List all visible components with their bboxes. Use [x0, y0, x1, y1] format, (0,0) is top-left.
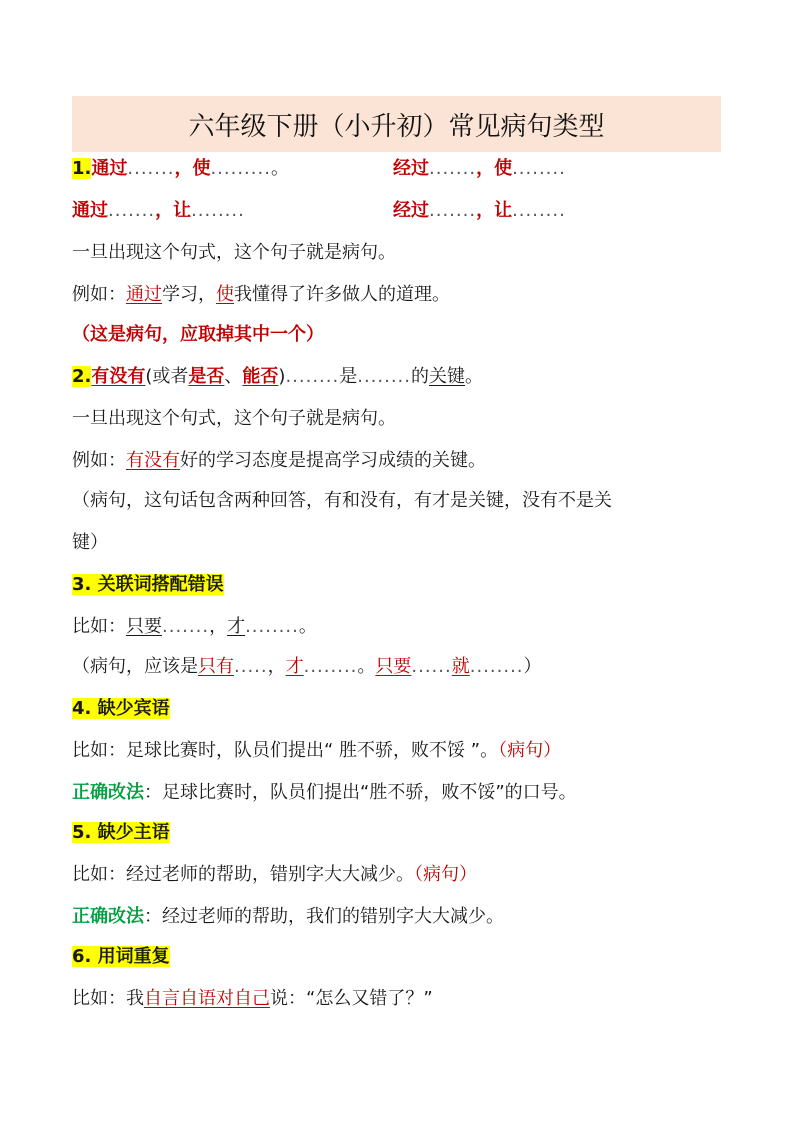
s1-word: 通过: [72, 200, 108, 221]
s1-dots: .......: [429, 200, 477, 221]
s1-dots: .........: [210, 158, 271, 179]
s1-pattern-line-1b: [393, 156, 566, 182]
s1-note: （这是病句，应取掉其中一个）: [72, 324, 324, 345]
s1-dots: ........: [191, 200, 245, 221]
underlined-word: 只要: [126, 616, 162, 637]
s1-dots: ........: [512, 158, 566, 179]
title-banner: [72, 96, 721, 152]
note-text: （病句，应该是: [72, 656, 198, 677]
s4-heading: 4. 缺少宾语: [72, 698, 170, 719]
s1-pattern-line-2: [72, 198, 245, 224]
s1-dots: ........: [512, 200, 566, 221]
example-text: 比如：我: [72, 988, 144, 1009]
highlighted-word: 自言自语对自己: [144, 988, 270, 1009]
pattern-text: 。: [465, 366, 483, 387]
fix-text: ：经过老师的帮助，我们的错别字大大减少。: [144, 906, 504, 927]
period: 。: [357, 656, 376, 677]
sick-sentence-tag: （病句）: [498, 740, 562, 761]
comma: ，: [267, 656, 286, 677]
s2-rule: 一旦出现这个句式，这个句子就是病句。: [72, 408, 396, 429]
underlined-word: 关键: [429, 366, 465, 387]
fix-text: ：足球比赛时，队员们提出“胜不骄，败不馁”的口号。: [144, 782, 577, 803]
example-text: 学习，: [162, 284, 216, 305]
s1-comma: ，: [155, 200, 174, 221]
s3-dots: .......: [162, 616, 210, 637]
highlighted-word: 有没有: [91, 366, 146, 387]
pattern-text: ): [278, 366, 286, 387]
s2-note-line-1: （病句，这句话包含两种回答，有和没有，有才是关键，没有不是关: [72, 490, 612, 511]
highlighted-word: 只要: [375, 656, 412, 677]
s1-word: 让: [494, 200, 513, 221]
s4-heading-line: [72, 696, 170, 722]
pattern-text: (或者: [145, 366, 189, 387]
s2-example: [72, 448, 486, 474]
pattern-text: 的: [411, 366, 429, 387]
s1-dots: .......: [127, 158, 175, 179]
s5-example: [72, 862, 477, 888]
s1-pattern-line-2b: [393, 198, 566, 224]
s2-dots: ........: [357, 366, 411, 387]
highlighted-word: 才: [285, 656, 304, 677]
s2-note-line-2: 键）: [72, 532, 108, 553]
s2-pattern: [72, 364, 483, 390]
s5-heading-line: [72, 820, 170, 846]
highlighted-word: 有没有: [126, 450, 180, 471]
s4-fix: [72, 780, 577, 806]
highlighted-word: 通过: [126, 284, 162, 305]
page-title: 六年级下册（小升初）常见病句类型: [188, 111, 605, 142]
example-text: 比如：经过老师的帮助，错别字大大减少。: [72, 864, 414, 885]
s3-dots: .....: [234, 656, 268, 677]
s3-dots: ........: [245, 616, 299, 637]
s1-comma: ，: [174, 158, 193, 179]
s1-rule: 一旦出现这个句式，这个句子就是病句。: [72, 242, 396, 263]
s1-word: 经过: [393, 200, 429, 221]
s1-number: 1.: [72, 158, 92, 179]
s3-heading-line: [72, 572, 224, 598]
highlighted-word: 使: [216, 284, 234, 305]
s3-heading: 3. 关联词搭配错误: [72, 574, 224, 595]
s2-number: 2.: [72, 366, 92, 387]
comma: ，: [209, 616, 228, 637]
pattern-text: 是: [339, 366, 358, 387]
s2-dots: ........: [285, 366, 340, 387]
s3-note: [72, 654, 542, 680]
example-text: 我懂得了许多做人的道理。: [234, 284, 450, 305]
s1-comma: ，: [476, 158, 495, 179]
sick-sentence-tag: （病句）: [414, 864, 477, 885]
s1-word: 使: [494, 158, 513, 179]
s1-comma: ，: [476, 200, 495, 221]
highlighted-word: 就: [451, 656, 470, 677]
s6-example: [72, 986, 433, 1012]
example-text: 说：“怎么又错了？”: [270, 988, 433, 1009]
s1-word: 使: [192, 158, 211, 179]
s5-fix: [72, 904, 504, 930]
period: 。: [298, 616, 317, 637]
s1-word: 让: [173, 200, 192, 221]
s4-example: [72, 738, 561, 764]
s6-heading-line: [72, 944, 170, 970]
example-text: 比如：足球比赛时，队员们提出“ 胜不骄，败不馁 ”。: [72, 740, 499, 761]
s1-dots: .......: [429, 158, 477, 179]
s3-dots: ........: [469, 656, 524, 677]
s1-example: [72, 282, 450, 308]
underlined-word: 才: [227, 616, 246, 637]
s3-dots: ......: [411, 656, 452, 677]
s1-word: 通过: [91, 158, 128, 179]
fix-label: 正确改法: [72, 906, 144, 927]
example-label: 比如：: [72, 616, 126, 637]
s1-pattern-line-1: [72, 156, 289, 182]
s3-example: [72, 614, 317, 640]
fix-label: 正确改法: [72, 782, 144, 803]
highlighted-word: 能否: [242, 366, 279, 387]
highlighted-word: 只有: [198, 656, 234, 677]
note-text: ）: [523, 656, 542, 677]
s3-dots: ........: [303, 656, 358, 677]
example-label: 例如：: [72, 284, 126, 305]
s5-heading: 5. 缺少主语: [72, 822, 170, 843]
highlighted-word: 是否: [188, 366, 225, 387]
s6-heading: 6. 用词重复: [72, 946, 170, 967]
pattern-text: 、: [224, 366, 243, 387]
example-label: 例如：: [72, 450, 126, 471]
s1-dots: .......: [108, 200, 156, 221]
s1-period: 。: [270, 158, 289, 179]
s1-word: 经过: [393, 158, 429, 179]
example-text: 好的学习态度是提高学习成绩的关键。: [180, 450, 486, 471]
